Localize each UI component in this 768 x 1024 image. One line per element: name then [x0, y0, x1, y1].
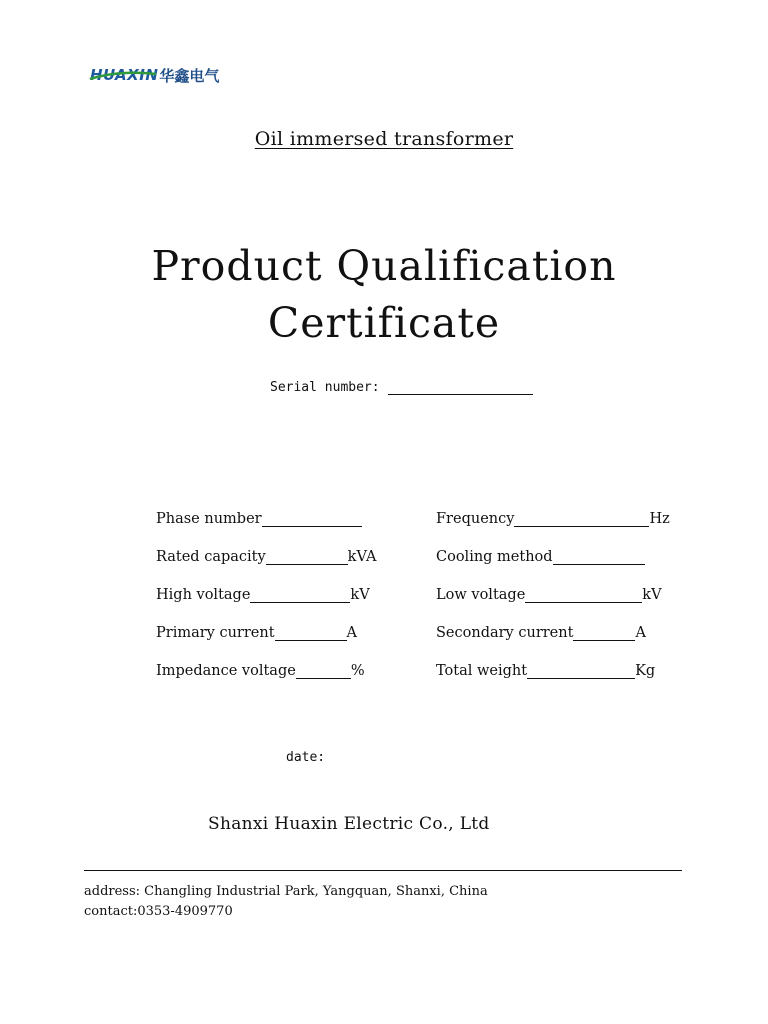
primary-current-field: Primary current A	[156, 625, 358, 641]
frequency-blank	[514, 510, 649, 527]
address-line: address: Changling Industrial Park, Yangquan, Shanxi, China	[84, 884, 488, 899]
title-line-1: Product Qualification	[151, 242, 617, 290]
company-name: Shanxi Huaxin Electric Co., Ltd	[208, 814, 490, 834]
rated-capacity-field: Rated capacity kVA	[156, 549, 377, 565]
logo-chinese-text: 华鑫电气	[159, 66, 220, 85]
spec-row	[156, 548, 686, 586]
frequency-field: Frequency Hz	[436, 511, 670, 527]
low-voltage-field: Low voltage kV	[436, 587, 662, 603]
footer-divider	[84, 870, 682, 871]
logo-swoosh-icon	[88, 70, 158, 82]
spec-row	[156, 662, 686, 700]
total-weight-blank	[527, 662, 635, 679]
rated-capacity-blank	[266, 548, 348, 565]
primary-current-blank	[275, 624, 347, 641]
title-line-2: Certificate	[267, 299, 501, 347]
serial-number-label: Serial number:	[270, 380, 380, 395]
document-title	[0, 238, 768, 352]
secondary-current-blank	[573, 624, 635, 641]
serial-number-blank	[388, 382, 533, 395]
logo-latin-text: HUAXIN	[90, 66, 159, 84]
document-subtitle: Oil immersed transformer	[254, 128, 514, 150]
phase-number-field: Phase number	[156, 510, 362, 527]
spec-row	[156, 510, 686, 548]
low-voltage-blank	[525, 586, 642, 603]
spec-row	[156, 586, 686, 624]
footer-contact-block	[84, 882, 488, 922]
contact-line: contact:0353-4909770	[84, 904, 233, 919]
impedance-voltage-field: Impedance voltage %	[156, 663, 365, 679]
serial-number-field	[270, 380, 533, 395]
impedance-voltage-blank	[296, 662, 351, 679]
phase-number-blank	[262, 510, 362, 527]
date-label: date:	[286, 750, 326, 765]
high-voltage-blank	[250, 586, 350, 603]
cooling-method-blank	[553, 548, 645, 565]
secondary-current-field: Secondary current A	[436, 625, 646, 641]
high-voltage-field: High voltage kV	[156, 587, 370, 603]
company-logo	[90, 64, 219, 86]
spec-fields	[156, 510, 686, 700]
spec-row	[156, 624, 686, 662]
cooling-method-field: Cooling method	[436, 548, 645, 565]
total-weight-field: Total weight Kg	[436, 663, 656, 679]
